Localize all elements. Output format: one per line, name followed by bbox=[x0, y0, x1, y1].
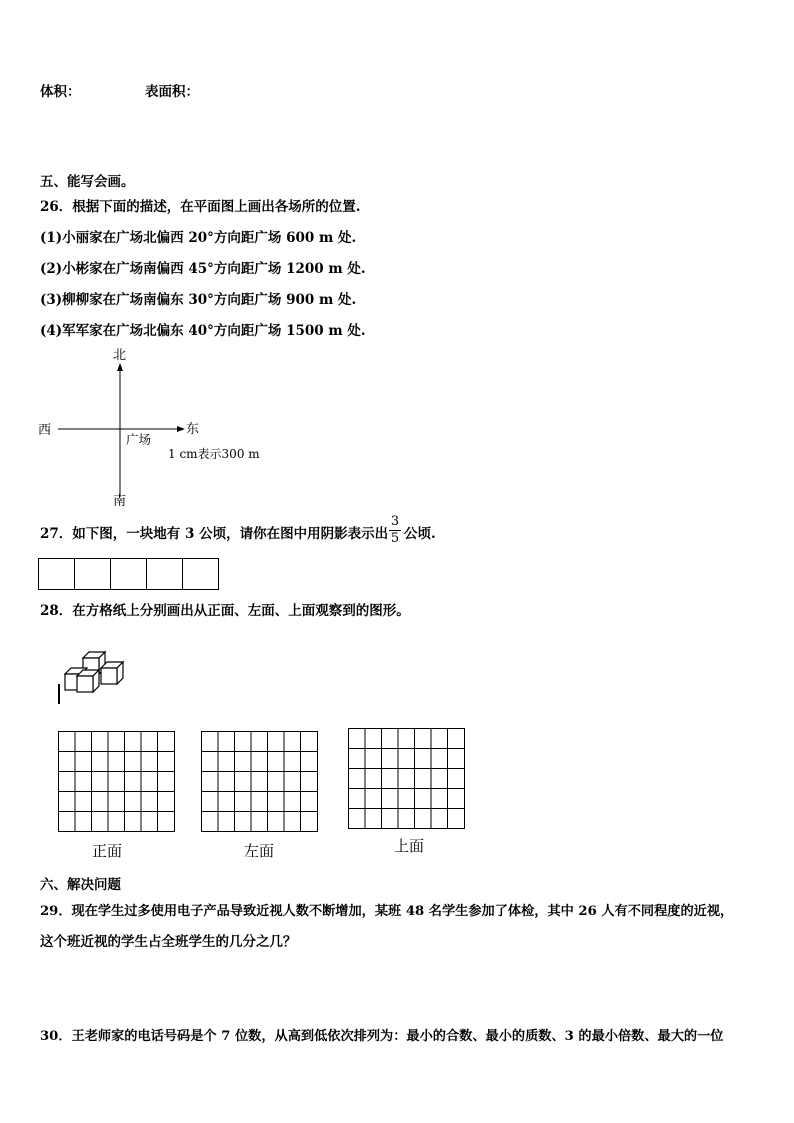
section6-heading: 六、解决问题 bbox=[40, 877, 121, 893]
east-arrow-icon bbox=[177, 426, 185, 432]
q28-title: 28．在方格纸上分别画出从正面、左面、上面观察到的图形。 bbox=[40, 603, 410, 619]
volume-label: 体积： bbox=[40, 84, 81, 100]
q27-text-before: 27．如下图，一块地有 3 公顷，请你在图中用阴影表示出 bbox=[40, 526, 389, 542]
south-label: 南 bbox=[113, 494, 127, 509]
cube-stack-figure bbox=[55, 646, 135, 706]
top-view-grid[interactable] bbox=[348, 728, 468, 832]
north-label: 北 bbox=[113, 348, 127, 363]
land-box-2[interactable] bbox=[75, 559, 111, 590]
q27-text-after: 公顷. bbox=[404, 526, 436, 542]
q29-line-2: 这个班近视的学生占全班学生的几分之几？ bbox=[40, 934, 297, 950]
front-view-label: 正面 bbox=[92, 842, 123, 860]
land-box-5[interactable] bbox=[183, 559, 219, 590]
left-view-label: 左面 bbox=[244, 842, 275, 860]
east-label: 东 bbox=[186, 422, 200, 437]
land-box-3[interactable] bbox=[111, 559, 147, 590]
land-boxes bbox=[38, 558, 220, 591]
plaza-label: 广场 bbox=[126, 432, 152, 447]
land-box-4[interactable] bbox=[147, 559, 183, 590]
left-view-grid[interactable] bbox=[201, 731, 321, 835]
top-view-label: 上面 bbox=[394, 837, 425, 855]
q26-item-1: (1)小丽家在广场北偏西 20°方向距广场 600 m 处. bbox=[40, 230, 357, 246]
compass-diagram bbox=[30, 345, 290, 515]
fraction-three-fifths bbox=[389, 515, 401, 546]
north-arrow-icon bbox=[117, 363, 123, 371]
q29-line-1: 29．现在学生过多使用电子产品导致近视人数不断增加，某班 48 名学生参加了体检，其中 26 人有不同程度的近视， bbox=[40, 904, 734, 919]
surface-area-label: 表面积： bbox=[145, 84, 199, 100]
fraction-numerator: 3 bbox=[390, 514, 400, 529]
q26-item-3: (3)柳柳家在广场南偏东 30°方向距广场 900 m 处. bbox=[40, 292, 357, 308]
scale-label: 1 cm表示300 m bbox=[168, 447, 260, 461]
land-box-1[interactable] bbox=[39, 559, 75, 590]
west-label: 西 bbox=[38, 423, 52, 438]
q30-line-1: 30．王老师家的电话号码是个 7 位数，从高到低依次排列为：最小的合数、最小的质数、3 的最小倍数、最大的一位 bbox=[40, 1029, 724, 1044]
fraction-denominator: 5 bbox=[390, 531, 400, 546]
q26-item-4: (4)军军家在广场北偏东 40°方向距广场 1500 m 处. bbox=[40, 323, 366, 339]
section5-heading: 五、能写会画。 bbox=[40, 174, 135, 190]
front-view-grid[interactable] bbox=[58, 731, 178, 835]
q26-title: 26．根据下面的描述，在平面图上画出各场所的位置. bbox=[40, 199, 361, 215]
q26-item-2: (2)小彬家在广场南偏西 45°方向距广场 1200 m 处. bbox=[40, 261, 366, 277]
